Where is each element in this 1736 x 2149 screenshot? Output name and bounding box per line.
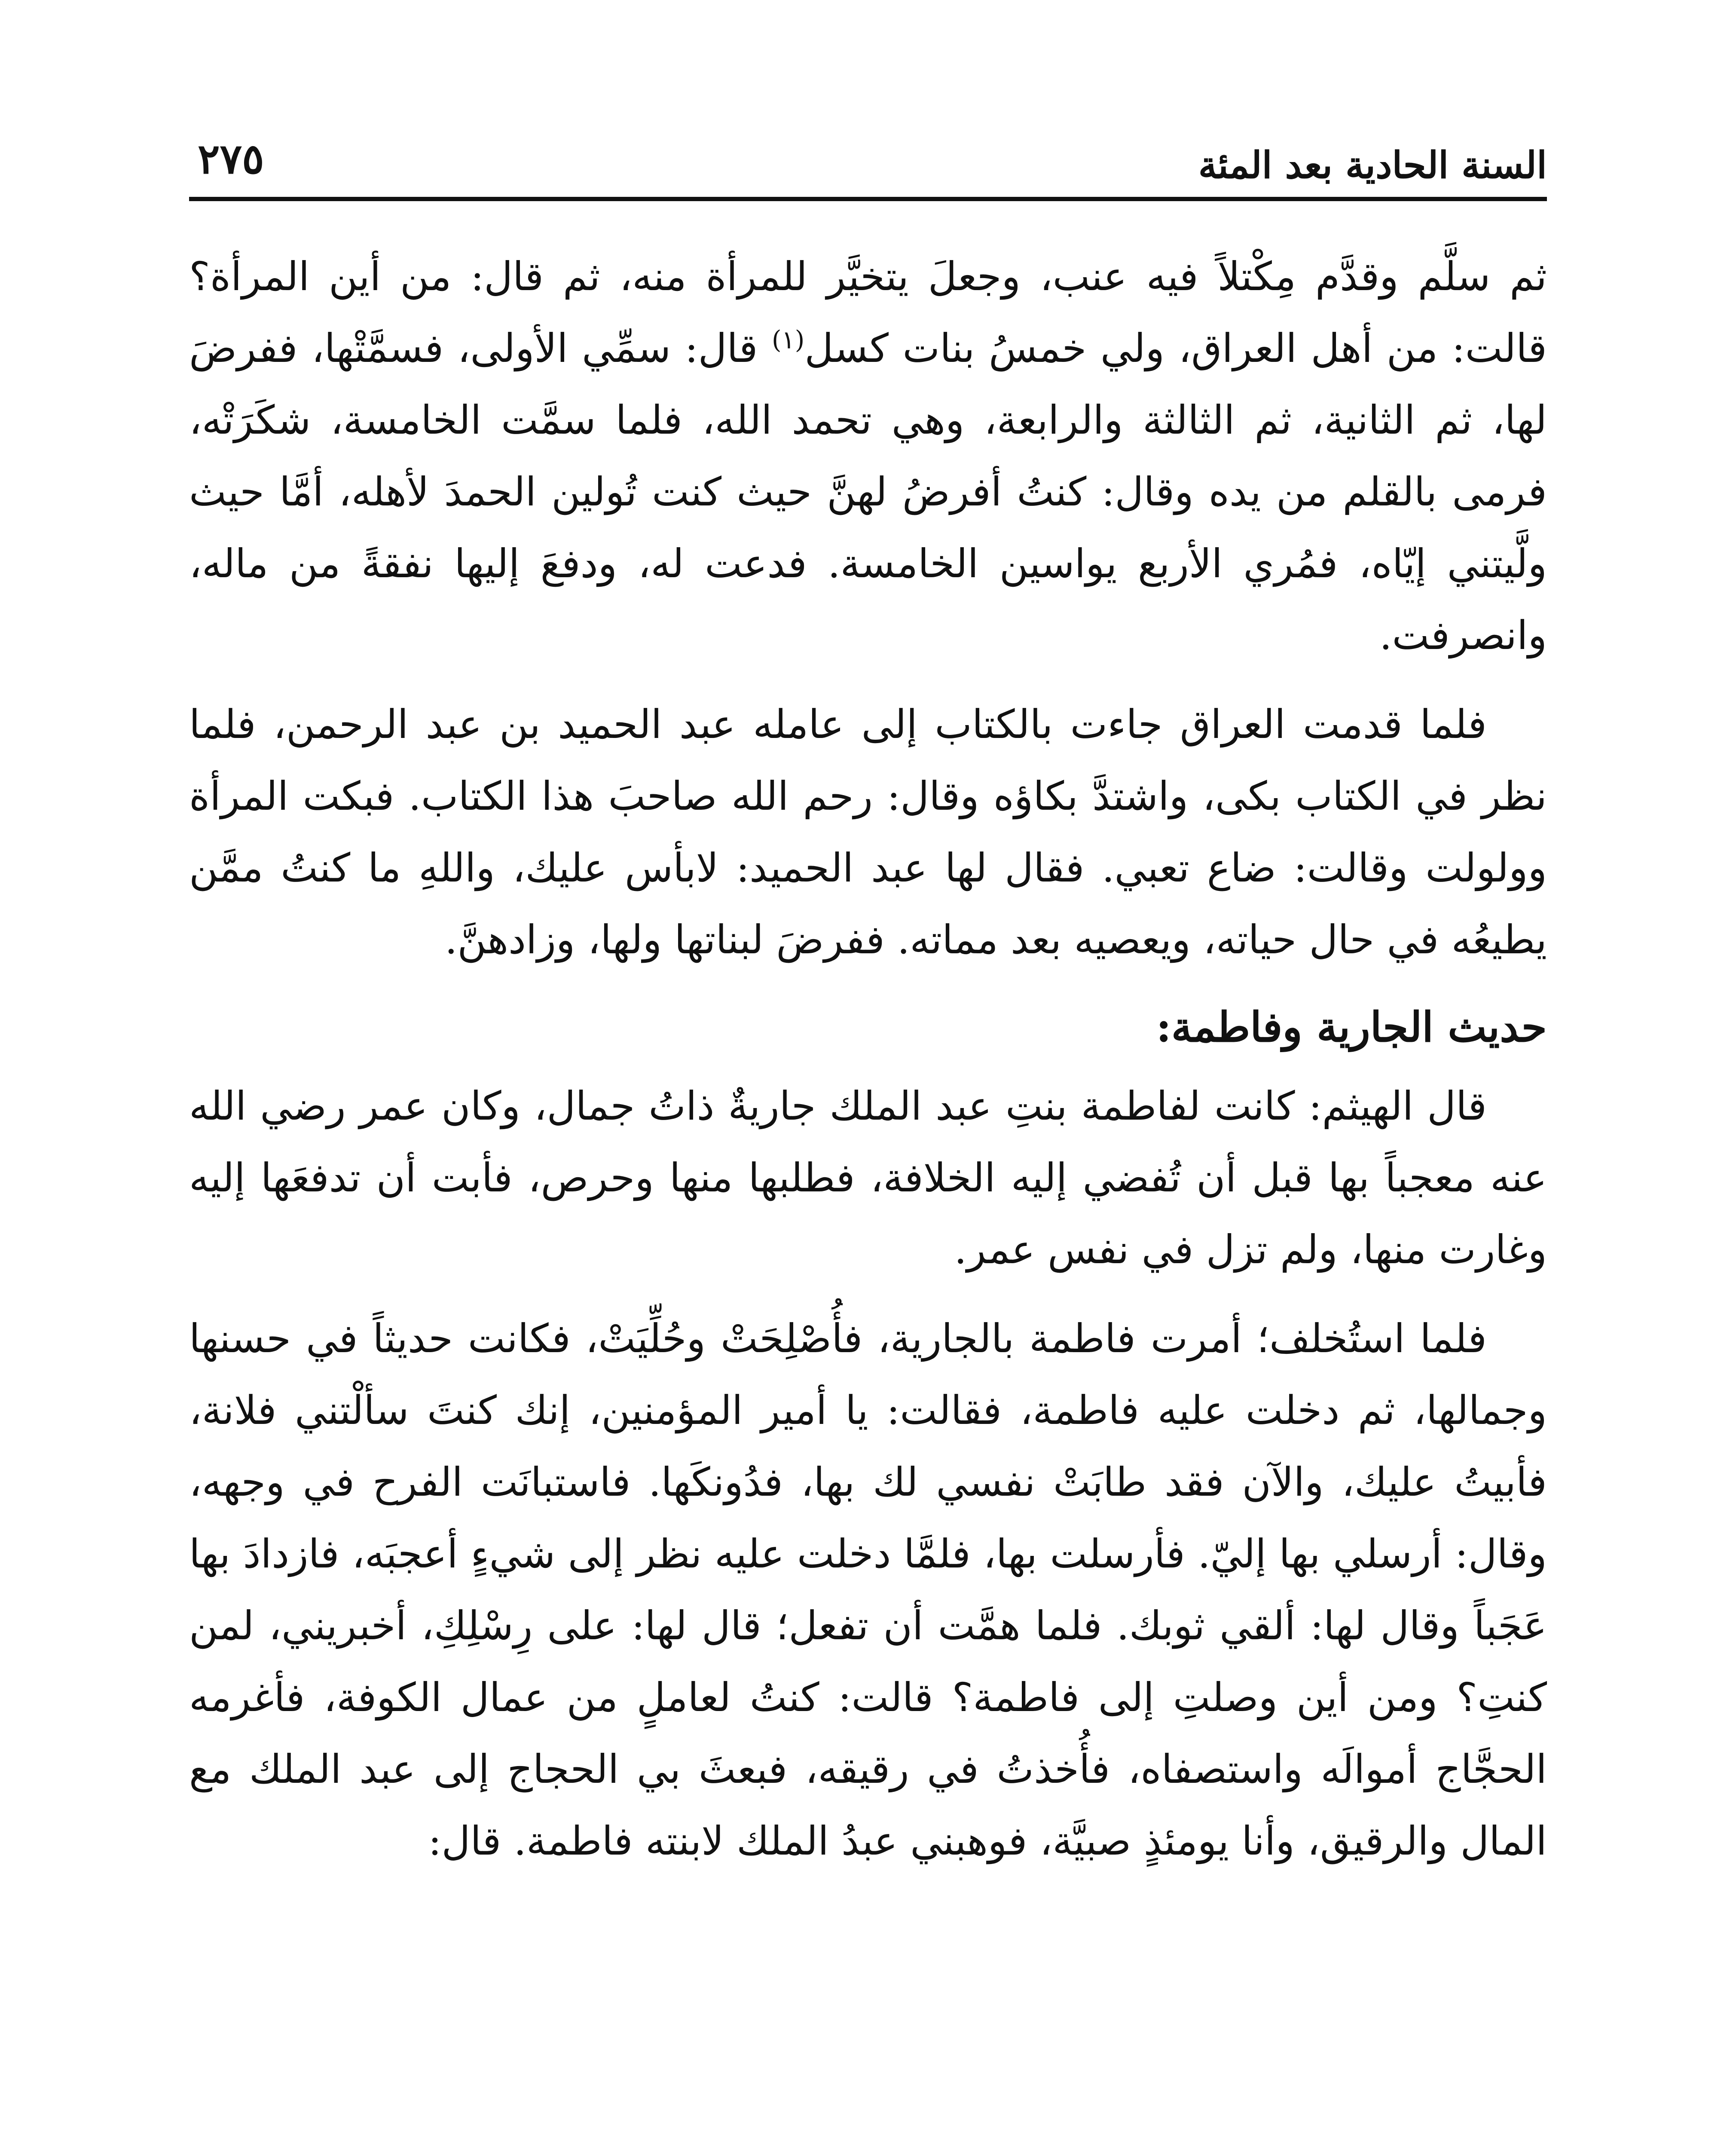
paragraph-1-part-b: قال: سمِّي الأولى، فسمَّتْها، ففرضَ لها، ثم الثانية، ثم الثالثة والرابعة، وهي تحمد الله، فلما سمَّت الخامسة، شكَرَتْه، فرمى بالقلم من يده وقال: كنتُ أفرضُ لهنَّ حيث كنت تُولين الحمدَ لأهله، أمَّا حيث ولَّيتني إيّاه، فمُري الأربع يواسين الخامسة. فدعت له، ودفعَ إليها نفقةً من ماله، وانصرفت. xyxy=(189,325,1547,658)
body-text xyxy=(189,241,1547,1894)
page-number: ٢٧٥ xyxy=(198,135,264,183)
book-page xyxy=(189,125,1547,2149)
paragraph-2: فلما قدمت العراق جاءت بالكتاب إلى عامله عبد الحميد بن عبد الرحمن، فلما نظر في الكتاب بكى، واشتدَّ بكاؤه وقال: رحم الله صاحبَ هذا الكتاب. فبكت المرأة وولولت وقالت: ضاع تعبي. فقال لها عبد الحميد: لابأس عليك، واللهِ ما كنتُ ممَّن يطيعُه في حال حياته، ويعصيه بعد مماته. ففرضَ لبناتها ولها، وزادهنَّ. xyxy=(189,701,1547,963)
footnote-reference: (١) xyxy=(771,325,805,355)
paragraph-1 xyxy=(189,241,1547,671)
running-header xyxy=(189,125,1547,198)
header-rule xyxy=(189,197,1547,201)
section-heading: حديث الجارية وفاطمة: xyxy=(1156,1003,1547,1051)
paragraph-4: فلما استُخلف؛ أمرت فاطمة بالجارية، فأُصْلِحَتْ وحُلِّيَتْ، فكانت حديثاً في حسنها وجمالها، ثم دخلت عليه فاطمة، فقالت: يا أمير المؤمنين، إنك كنتَ سألْتني فلانة، فأبيتُ عليك، والآن فقد طابَتْ نفسي لك بها، فدُونكَها. فاستبانَت الفرح في وجهه، وقال: أرسلي بها إليّ. فأرسلت بها، فلمَّا دخلت عليه نظر إلى شيءٍ أعجبَه، فازدادَ بها عَجَباً وقال لها: ألقي ثوبك. فلما همَّت أن تفعل؛ قال لها: على رِسْلِكِ، أخبريني، لمن كنتِ؟ ومن أين وصلتِ إلى فاطمة؟ قالت: كنتُ لعاملٍ من عمال الكوفة، فأغرمه الحجَّاج أموالَه واستصفاه، فأُخذتُ في رقيقه، فبعثَ بي الحجاج إلى عبد الملك مع المال والرقيق، وأنا يومئذٍ صبيَّة، فوهبني عبدُ الملك لابنته فاطمة. قال: xyxy=(189,1316,1547,1864)
paragraph-1-part-a: ثم سلَّم وقدَّم مِكْتلاً فيه عنب، وجعلَ يتخيَّر للمرأة منه، ثم قال: من أين المرأة؟ قالت: من أهل العراق، ولي خمسُ بنات كسل xyxy=(189,254,1547,371)
paragraph-3: قال الهيثم: كانت لفاطمة بنتِ عبد الملك جاريةٌ ذاتُ جمال، وكان عمر رضي الله عنه معجباً بها قبل أن تُفضي إليه الخلافة، فطلبها منها وحرص، فأبت أن تدفعَها إليه وغارت منها، ولم تزل في نفس عمر. xyxy=(189,1083,1547,1273)
running-title: السنة الحادية بعد المئة xyxy=(1198,144,1547,187)
